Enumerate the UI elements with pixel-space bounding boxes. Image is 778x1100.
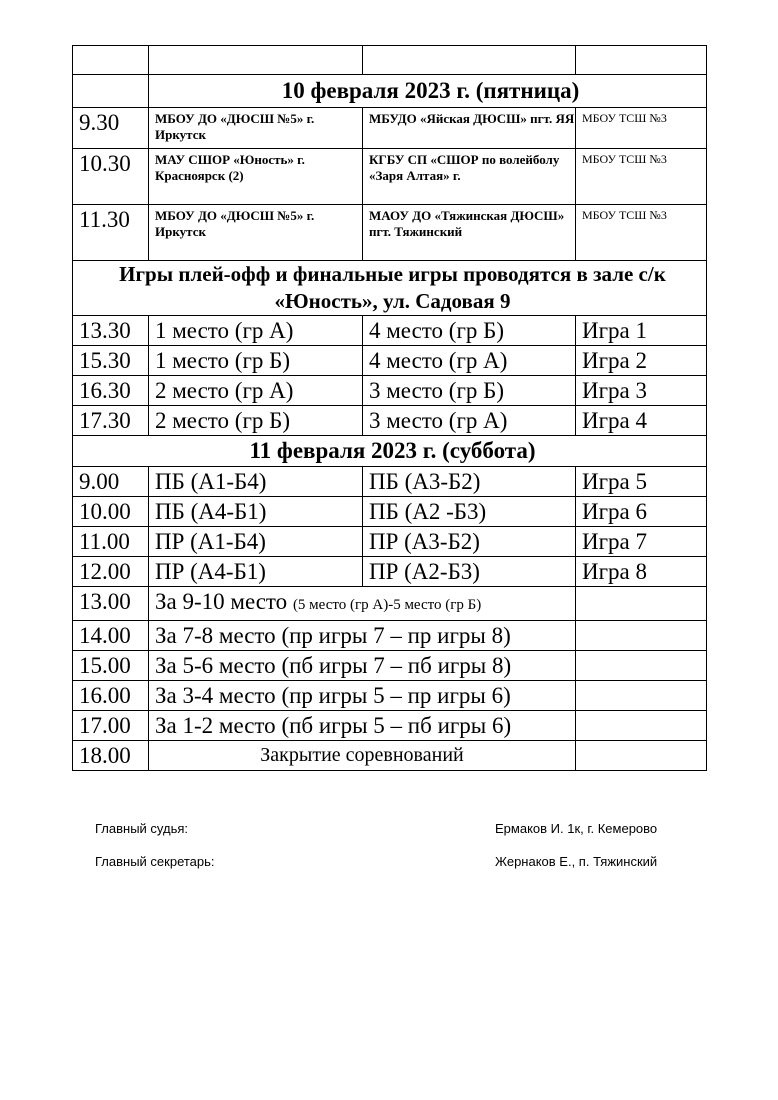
game-cell: Игра 3	[576, 376, 707, 406]
venue-cell: МБОУ ТСШ №3	[576, 108, 707, 149]
game-cell: Игра 1	[576, 316, 707, 346]
empty-row	[73, 46, 707, 75]
team2-cell: ПР (А3-Б2)	[363, 527, 576, 557]
team1-cell: 1 место (гр А)	[149, 316, 363, 346]
table-row	[73, 346, 707, 376]
team1-cell: МБОУ ДО «ДЮСШ №5» г. Иркутск	[149, 108, 363, 149]
placement-detail: (пб игры 5 – пб игры 6)	[281, 713, 512, 738]
time-cell: 10.30	[73, 149, 149, 205]
time-cell: 13.00	[73, 587, 149, 621]
time-cell: 17.00	[73, 711, 149, 741]
closing-cell: Закрытие соревнований	[149, 741, 576, 771]
game-cell: Игра 4	[576, 406, 707, 436]
team1-cell: ПР (А4-Б1)	[149, 557, 363, 587]
team2-cell: 3 место (гр А)	[363, 406, 576, 436]
placement-cell	[149, 681, 576, 711]
team1-cell: 2 место (гр А)	[149, 376, 363, 406]
team1-cell: 1 место (гр Б)	[149, 346, 363, 376]
day-header	[73, 75, 707, 108]
time-cell: 16.00	[73, 681, 149, 711]
team2-cell: КГБУ СП «СШОР по волейболу «Заря Алтая» г.	[363, 149, 576, 205]
day1-header: 10 февраля 2023 г. (пятница)	[149, 75, 707, 108]
team1-cell: МБОУ ДО «ДЮСШ №5» г. Иркутск	[149, 205, 363, 261]
venue-cell: МБОУ ТСШ №3	[576, 149, 707, 205]
placement-detail: (пр игры 7 – пр игры 8)	[281, 623, 511, 648]
team2-cell: 4 место (гр Б)	[363, 316, 576, 346]
placement-cell	[149, 711, 576, 741]
time-cell: 11.30	[73, 205, 149, 261]
placement-label: За 7-8 место	[155, 623, 276, 648]
venue-cell: МБОУ ТСШ №3	[576, 205, 707, 261]
empty-cell	[576, 587, 707, 621]
placement-detail: (пб игры 7 – пб игры 8)	[281, 653, 512, 678]
placement-cell	[149, 651, 576, 681]
team1-cell: ПБ (А1-Б4)	[149, 467, 363, 497]
table-row	[73, 621, 707, 651]
time-cell: 17.30	[73, 406, 149, 436]
empty-cell	[576, 741, 707, 771]
team2-cell: ПБ (А3-Б2)	[363, 467, 576, 497]
game-cell: Игра 6	[576, 497, 707, 527]
table-row	[73, 316, 707, 346]
time-cell: 12.00	[73, 557, 149, 587]
schedule-table	[72, 45, 707, 771]
table-row	[73, 711, 707, 741]
team1-cell: 2 место (гр Б)	[149, 406, 363, 436]
placement-label: За 9-10 место	[155, 589, 288, 614]
time-cell: 14.00	[73, 621, 149, 651]
game-cell: Игра 7	[576, 527, 707, 557]
placement-label: За 1-2 место	[155, 713, 276, 738]
secretary-label: Главный секретарь:	[95, 854, 215, 869]
placement-detail: (пр игры 5 – пр игры 6)	[281, 683, 511, 708]
judge-label: Главный судья:	[95, 821, 189, 836]
table-row	[73, 557, 707, 587]
table-row	[73, 205, 707, 261]
time-cell: 15.00	[73, 651, 149, 681]
game-cell: Игра 5	[576, 467, 707, 497]
day2-header: 11 февраля 2023 г. (суббота)	[73, 436, 707, 467]
team1-cell: МАУ СШОР «Юность» г. Красноярск (2)	[149, 149, 363, 205]
table-row	[73, 681, 707, 711]
placement-label: За 5-6 место	[155, 653, 276, 678]
placement-detail: (5 место (гр А)-5 место (гр Б)	[292, 597, 482, 613]
time-cell: 13.30	[73, 316, 149, 346]
placement-label: За 3-4 место	[155, 683, 276, 708]
team2-cell: ПР (А2-Б3)	[363, 557, 576, 587]
team2-cell: МБУДО «Яйская ДЮСШ» пгт. ЯЯ	[363, 108, 576, 149]
table-row	[73, 376, 707, 406]
day-header	[73, 436, 707, 467]
empty-cell	[576, 651, 707, 681]
time-cell: 10.00	[73, 497, 149, 527]
table-row	[73, 587, 707, 621]
team1-cell: ПБ (А4-Б1)	[149, 497, 363, 527]
placement-cell	[149, 587, 576, 621]
game-cell: Игра 8	[576, 557, 707, 587]
time-cell: 11.00	[73, 527, 149, 557]
table-row	[73, 651, 707, 681]
time-cell: 18.00	[73, 741, 149, 771]
secretary-name: Жернаков Е., п. Тяжинский	[495, 854, 658, 869]
team2-cell: 4 место (гр А)	[363, 346, 576, 376]
empty-cell	[576, 621, 707, 651]
table-row	[73, 108, 707, 149]
game-cell: Игра 2	[576, 346, 707, 376]
playoff-note: Игры плей-офф и финальные игры проводятся в зале с/к «Юность», ул. Садовая 9	[73, 261, 707, 316]
table-row	[73, 149, 707, 205]
time-cell: 9.00	[73, 467, 149, 497]
table-row	[73, 467, 707, 497]
table-row	[73, 497, 707, 527]
team2-cell: ПБ (А2 -Б3)	[363, 497, 576, 527]
placement-cell	[149, 621, 576, 651]
judge-name: Ермаков И. 1к, г. Кемерово	[495, 821, 658, 836]
team2-cell: МАОУ ДО «Тяжинская ДЮСШ» пгт. Тяжинский	[363, 205, 576, 261]
table-row	[73, 406, 707, 436]
table-row	[73, 741, 707, 771]
table-row	[73, 527, 707, 557]
empty-cell	[576, 711, 707, 741]
time-cell: 9.30	[73, 108, 149, 149]
time-cell: 15.30	[73, 346, 149, 376]
team2-cell: 3 место (гр Б)	[363, 376, 576, 406]
playoff-note-row	[73, 261, 707, 316]
team1-cell: ПР (А1-Б4)	[149, 527, 363, 557]
empty-cell	[576, 681, 707, 711]
time-cell: 16.30	[73, 376, 149, 406]
